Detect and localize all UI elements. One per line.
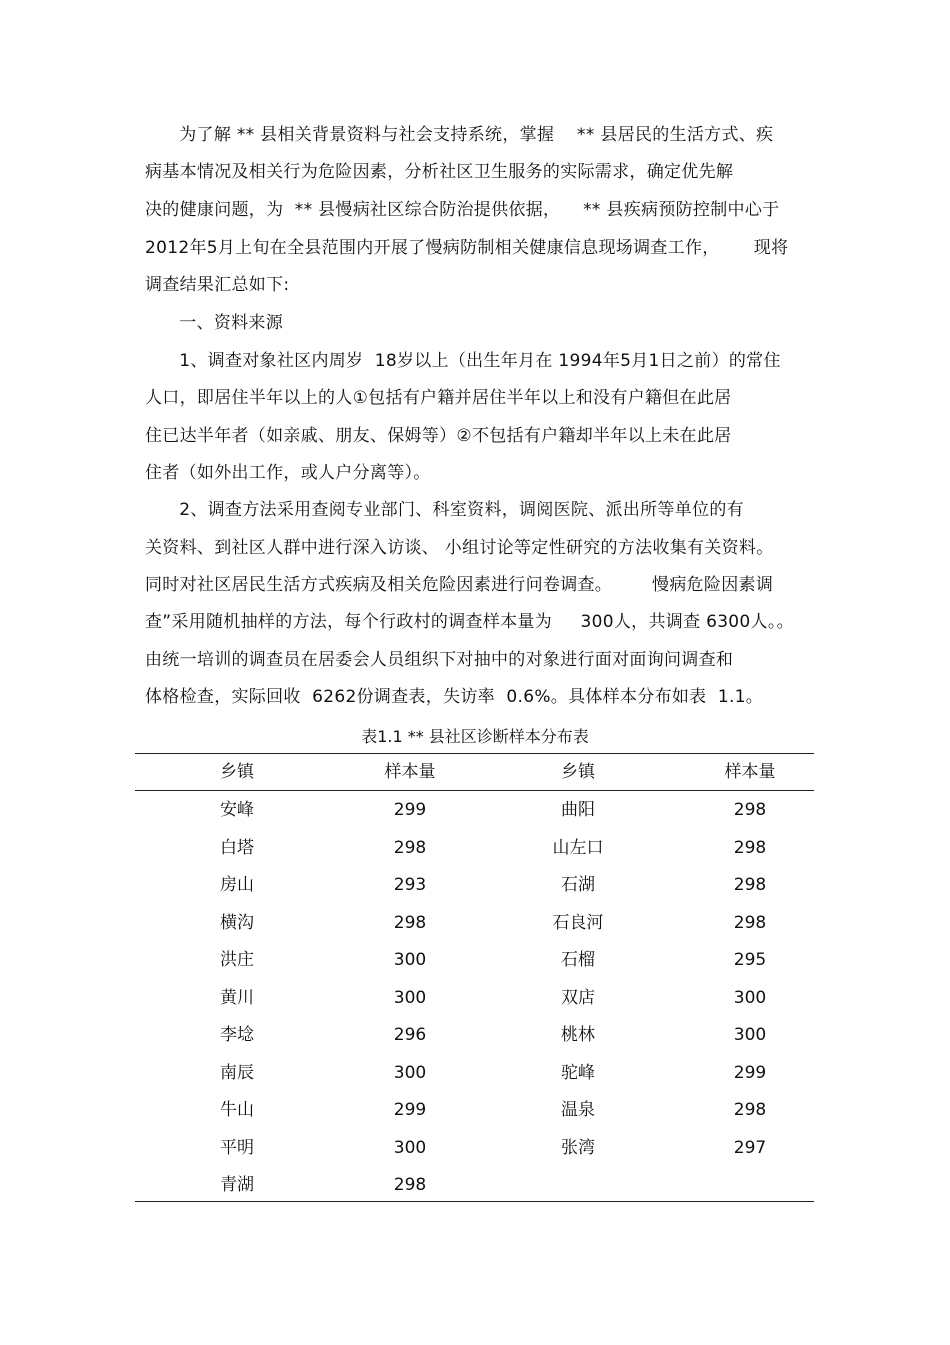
body-text-line: 人口，即居住半年以上的人①包括有户籍并居住半年以上和没有户籍但在此居 (145, 388, 732, 408)
table-cell-township: 石榴 (561, 950, 595, 970)
table-cell-township: 驼峰 (561, 1063, 595, 1083)
table-cell-sample-size: 300 (393, 1063, 427, 1083)
table-cell-sample-size: 299 (393, 1100, 427, 1120)
table-cell-sample-size: 300 (393, 988, 427, 1008)
body-text-line: 关资料、到社区人群中进行深入访谈、 小组讨论等定性研究的方法收集有关资料。 (145, 538, 774, 558)
body-text-line: 由统一培训的调查员在居委会人员组织下对抽中的对象进行面对面询问调查和 (145, 650, 734, 670)
table-cell-township: 黄川 (220, 988, 254, 1008)
table-cell-township: 石良河 (552, 913, 604, 933)
table-cell-sample-size: 293 (393, 875, 427, 895)
table-cell-township: 横沟 (220, 913, 254, 933)
table-cell-sample-size: 296 (393, 1025, 427, 1045)
table-cell-township: 白塔 (220, 838, 254, 858)
table-cell-sample-size: 298 (733, 838, 767, 858)
body-text-line: 住者（如外出工作，或人户分离等）。 (145, 463, 431, 483)
table-cell-township: 李埝 (220, 1025, 254, 1045)
table-cell-township: 洪庄 (220, 950, 254, 970)
table-cell-township: 曲阳 (561, 800, 595, 820)
body-text-line: 体格检查，实际回收 6262份调查表，失访率 0.6%。具体样本分布如表 1.1。 (145, 687, 764, 707)
body-text-line: 调查结果汇总如下: (145, 275, 290, 295)
body-text-line: 决的健康问题，为 ** 县慢病社区综合防治提供依据， ** 县疾病预防控制中心于 (145, 200, 780, 220)
table-cell-sample-size: 300 (393, 1138, 427, 1158)
table-cell-township: 山左口 (552, 838, 604, 858)
body-text-line: 住已达半年者（如亲戚、朋友、保姆等）②不包括有户籍却半年以上未在此居 (145, 426, 732, 446)
table-header-sample-size: 样本量 (384, 762, 436, 782)
table-cell-sample-size: 298 (733, 875, 767, 895)
table-cell-sample-size: 298 (733, 800, 767, 820)
table-cell-township: 桃林 (561, 1025, 595, 1045)
body-text-line: 查”采用随机抽样的方法，每个行政村的调查样本量为 300人，共调查 6300人。。 (145, 612, 794, 632)
table-cell-township: 房山 (220, 875, 254, 895)
body-text-line: 同时对社区居民生活方式疾病及相关危险因素进行问卷调查。 慢病危险因素调 (145, 575, 774, 595)
table-top-rule (135, 753, 814, 754)
table-cell-township: 双店 (561, 988, 595, 1008)
table-header-sample-size: 样本量 (724, 762, 776, 782)
table-cell-sample-size: 298 (393, 1175, 427, 1195)
table-header-township: 乡镇 (220, 762, 254, 782)
body-text-line: 1、调查对象社区内周岁 18岁以上（出生年月在 1994年5月1日之前）的常住 (145, 351, 781, 371)
table-header-township: 乡镇 (561, 762, 595, 782)
section-heading: 一、资料来源 (145, 313, 284, 333)
table-caption: 表1.1 ** 县社区诊断样本分布表 (361, 727, 589, 746)
table-bottom-rule (135, 1201, 814, 1202)
body-text-line: 2、调查方法采用查阅专业部门、科室资料，调阅医院、派出所等单位的有 (145, 500, 744, 520)
body-text-line: 病基本情况及相关行为危险因素，分析社区卫生服务的实际需求，确定优先解 (145, 162, 734, 182)
table-cell-township: 青湖 (220, 1175, 254, 1195)
table-cell-sample-size: 295 (733, 950, 767, 970)
table-cell-sample-size: 297 (733, 1138, 767, 1158)
table-cell-township: 牛山 (220, 1100, 254, 1120)
table-cell-sample-size: 298 (733, 913, 767, 933)
table-cell-township: 温泉 (561, 1100, 595, 1120)
table-cell-township: 石湖 (561, 875, 595, 895)
table-cell-township: 安峰 (220, 800, 254, 820)
table-cell-sample-size: 300 (733, 1025, 767, 1045)
table-cell-sample-size: 299 (733, 1063, 767, 1083)
table-cell-township: 南辰 (220, 1063, 254, 1083)
table-cell-sample-size: 299 (393, 800, 427, 820)
table-cell-township: 平明 (220, 1138, 254, 1158)
table-cell-sample-size: 300 (733, 988, 767, 1008)
body-text-line: 2012年5月上旬在全县范围内开展了慢病防制相关健康信息现场调查工作， 现将 (145, 238, 789, 258)
table-cell-sample-size: 300 (393, 950, 427, 970)
table-header-rule (135, 790, 814, 791)
body-text-line: 为了解 ** 县相关背景资料与社会支持系统，掌握 ** 县居民的生活方式、疾 (145, 125, 774, 145)
table-cell-sample-size: 298 (393, 838, 427, 858)
table-cell-sample-size: 298 (733, 1100, 767, 1120)
table-cell-township: 张湾 (561, 1138, 595, 1158)
table-cell-sample-size: 298 (393, 913, 427, 933)
